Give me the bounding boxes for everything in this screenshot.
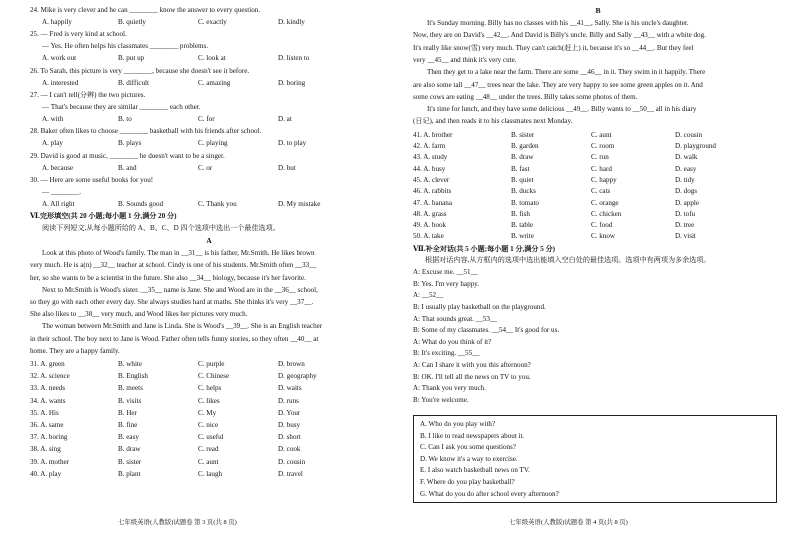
question-29: 29. David is good at music, ________ he doesn't want to be a singer.	[30, 151, 225, 160]
options-box	[413, 415, 777, 503]
question-27-opt-3: D. at	[278, 114, 292, 123]
question-30-opt-2: C. Thank you	[198, 199, 237, 208]
passage-a-line: The woman between Mr.Smith and Jane is Linda. She is Wood's __39__. She is an English teacher	[42, 322, 323, 331]
dialogue-line: A: Excuse me. __51__	[413, 268, 478, 277]
question-27-opt-2: C. for	[198, 114, 215, 123]
cloze-40-opt-1: B. plant	[118, 469, 141, 478]
passage-b-line: (日记), and then reads it to his classmates next Monday.	[413, 117, 573, 126]
cloze-39-opt-2: C. aunt	[198, 457, 219, 466]
passage-b-line: Now, they are on David's __42__. And David is Billy's uncle. Billy and Sally __43__ with a white dog.	[413, 31, 706, 40]
question-25-line2: — Yes. He often helps his classmates ________ problems.	[42, 42, 209, 51]
cloze-43-opt-1: B. draw	[511, 153, 534, 162]
passage-b-line: very __45__ and think it's very cute.	[413, 55, 517, 64]
dialogue-line: A: What do you think of it?	[413, 337, 492, 346]
cloze-48-opt-2: C. chicken	[591, 209, 622, 218]
option-c: C. Can I ask you some questions?	[420, 443, 516, 452]
passage-a-line: Next to Mr.Smith is Wood's sister. __35__ name is Jane. She and Wood are in the __36__ school,	[42, 285, 318, 294]
question-24-opt-1: B. quietly	[118, 18, 146, 26]
cloze-39-opt-1: B. sister	[118, 457, 142, 466]
cloze-34-opt-3: D. runs	[278, 396, 299, 405]
cloze-35-opt-3: D. Your	[278, 408, 301, 417]
cloze-50-opt-2: C. know	[591, 232, 616, 241]
question-28: 28. Baker often likes to choose ________ basketball with his friends after school.	[30, 127, 262, 136]
passage-a-line: home. They are a happy family.	[30, 346, 120, 355]
dialogue-line: B: It's exciting. __55__	[413, 349, 480, 358]
cloze-44-opt-2: C. hard	[591, 164, 612, 173]
question-29-opt-0: A. because	[42, 163, 74, 172]
dialogue-line: A: __52__	[413, 291, 444, 300]
cloze-42-opt-2: C. room	[591, 142, 615, 150]
cloze-40-opt-0: 40. A. play	[30, 469, 62, 478]
cloze-41-opt-3: D. cousin	[675, 130, 703, 139]
cloze-46-opt-1: B. ducks	[511, 187, 536, 196]
cloze-45-opt-0: 45. A. clever	[413, 175, 450, 184]
cloze-35-opt-1: B. Her	[118, 408, 137, 417]
cloze-39-opt-3: D. cousin	[278, 457, 306, 466]
passage-a-line: Look at this photo of Wood's family. The man in __31__ is his father, Mr.Smith. He likes brown	[42, 249, 315, 258]
question-24-opt-2: C. exactly	[198, 18, 227, 26]
cloze-46-opt-0: 46. A. rabbits	[413, 187, 452, 196]
cloze-36-opt-3: D. busy	[278, 420, 301, 429]
cloze-37-opt-0: 37. A. boring	[30, 433, 68, 442]
cloze-38-opt-2: C. read	[198, 445, 219, 454]
cloze-46-opt-2: C. cats	[591, 187, 611, 196]
cloze-34-opt-0: 34. A. wants	[30, 396, 66, 405]
cloze-32-opt-1: B. English	[118, 372, 148, 381]
question-26-opt-1: B. difficult	[118, 78, 150, 87]
option-a: A. Who do you play with?	[420, 420, 496, 428]
dialogue-line: B: Yes. I'm very happy.	[413, 279, 480, 288]
question-28-opt-2: C. playing	[198, 139, 228, 148]
cloze-33-opt-2: C. helps	[198, 384, 222, 393]
cloze-41-opt-1: B. sister	[511, 130, 535, 139]
question-26-opt-2: C. amazing	[198, 78, 231, 87]
question-28-opt-3: D. to play	[278, 139, 307, 148]
section-7-title: Ⅶ.补全对话(共 5 小题;每小题 1 分,满分 5 分)	[413, 244, 556, 253]
cloze-48-opt-0: 48. A. grass	[413, 209, 447, 218]
section-6-title: Ⅵ.完形填空(共 20 小题;每小题 1 分,满分 20 分)	[30, 212, 177, 221]
cloze-33-opt-3: D. waits	[278, 384, 302, 393]
cloze-35-opt-0: 35. A. His	[30, 408, 59, 417]
passage-b-line: It's Sunday morning. Billy has no classes with his __41__, Sally. She is his uncle's daughter.	[427, 19, 689, 27]
cloze-47-opt-1: B. tomato	[511, 198, 539, 207]
cloze-35-opt-2: C. My	[198, 408, 217, 417]
cloze-33-opt-1: B. meets	[118, 384, 143, 393]
option-b: B. I like to read newspapers about it.	[420, 431, 525, 440]
passage-a-line: in their school. The boy next to Jane is Wood. Father often tells funny stories, so they often __40__ at	[30, 334, 319, 343]
cloze-41-opt-0: 41. A. brother	[413, 130, 453, 139]
question-30-line2: — ________.	[42, 187, 82, 196]
passage-b-line: It's really like snow(雪) very much. They can't catch(赶上) it, because it's so __44__. But they feel	[413, 43, 694, 52]
cloze-49-opt-0: 49. A. book	[413, 221, 447, 230]
cloze-38-opt-3: D. cook	[278, 445, 301, 454]
cloze-45-opt-3: D. tidy	[675, 175, 695, 184]
passage-b-line: Then they get to a lake near the farm. There are some __46__ in it. They swim in it happily. There	[427, 68, 706, 77]
option-d: D. We know it's a way to exercise.	[420, 454, 518, 463]
passage-a-label: A	[206, 236, 212, 246]
cloze-32-opt-0: 32. A. science	[30, 372, 70, 381]
cloze-48-opt-1: B. fish	[511, 209, 530, 218]
dialogue-line: B: OK. I'll tell all the news on TV to you.	[413, 372, 531, 381]
option-e: E. I also watch basketball news on TV.	[420, 466, 530, 475]
question-29-opt-3: D. but	[278, 163, 296, 172]
question-24: 24. Mike is very clever and he can ________ know the answer to every question.	[30, 6, 261, 14]
option-g: G. What do you do after school every afternoon?	[420, 489, 559, 498]
cloze-40-opt-3: D. travel	[278, 469, 303, 478]
cloze-44-opt-0: 44. A. busy	[413, 164, 446, 173]
cloze-32-opt-2: C. Chinese	[198, 372, 230, 381]
cloze-34-opt-1: B. visits	[118, 396, 142, 405]
question-29-opt-1: B. and	[118, 163, 137, 172]
question-26: 26. To Sarah, this picture is very ________, because she doesn't see it before.	[30, 66, 250, 75]
section-7-instructions: 根据对话内容,从方框内的选项中选出能填入空白处的最佳选项。选项中有两项为多余选项。	[425, 256, 711, 265]
passage-b-line: are also some tall __47__ trees near the lake. They are very happy to see some green apples on it. And	[413, 80, 703, 89]
cloze-37-opt-2: C. useful	[198, 433, 224, 442]
cloze-44-opt-3: D. easy	[675, 164, 697, 173]
dialogue-line: A: Can I share it with you this afternoon?	[413, 361, 531, 369]
cloze-39-opt-0: 39. A. mother	[30, 457, 70, 466]
cloze-31-opt-1: B. white	[118, 359, 143, 368]
question-28-opt-1: B. plays	[118, 139, 142, 148]
cloze-49-opt-1: B. table	[511, 221, 534, 230]
question-27-opt-1: B. to	[118, 114, 132, 123]
left-footer: 七年级英语(人教版)试题卷 第 3 页(共 8 页)	[118, 519, 237, 526]
cloze-41-opt-2: C. aunt	[591, 130, 612, 139]
dialogue-line: B: Some of my classmates. __54__ It's good for us.	[413, 326, 560, 335]
question-26-opt-0: A. interested	[42, 78, 79, 87]
passage-a-line: her, so she wants to be a scientist in the future. She also __34__ biology, because it's her favorite.	[30, 273, 306, 282]
cloze-42-opt-1: B. garden	[511, 142, 539, 150]
section-6-instructions: 阅读下列短文,从每小题所给的 A、B、C、D 四个选项中选出一个最佳选项。	[42, 224, 280, 233]
dialogue-line: B: I usually play basketball on the playground.	[413, 303, 546, 311]
cloze-37-opt-1: B. easy	[118, 433, 139, 442]
question-24-opt-0: A. happily	[42, 18, 72, 26]
cloze-44-opt-1: B. fast	[511, 164, 530, 173]
question-29-opt-2: C. or	[198, 163, 213, 172]
question-27-opt-0: A. with	[42, 114, 64, 123]
cloze-31-opt-2: C. purple	[198, 359, 225, 368]
cloze-37-opt-3: D. short	[278, 433, 301, 442]
cloze-48-opt-3: D. tofu	[675, 209, 696, 218]
cloze-38-opt-0: 38. A. sing	[30, 445, 61, 454]
cloze-36-opt-1: B. fine	[118, 420, 138, 429]
option-f: F. Where do you play basketball?	[420, 478, 515, 486]
question-30-opt-0: A. All right	[42, 199, 75, 208]
cloze-49-opt-3: D. tree	[675, 221, 695, 230]
cloze-43-opt-3: D. walk	[675, 153, 698, 162]
question-26-opt-3: D. boring	[278, 78, 306, 87]
question-27-line2: — That's because they are similar ________ each other.	[42, 102, 201, 111]
cloze-36-opt-2: C. nice	[198, 420, 219, 429]
passage-a-line: She also likes to __38__ very much, and Wood likes her pictures very much.	[30, 310, 248, 319]
question-30-opt-3: D. My mistake	[278, 199, 321, 208]
cloze-33-opt-0: 33. A. needs	[30, 384, 66, 393]
cloze-34-opt-2: C. likes	[198, 396, 220, 405]
question-30: 30. — Here are some useful books for you!	[30, 175, 154, 184]
cloze-45-opt-1: B. quiet	[511, 175, 534, 184]
passage-b-line: some cows are eating __48__ under the trees. Billy takes some photos of them.	[413, 92, 638, 101]
question-25-opt-2: C. look at	[198, 54, 226, 63]
cloze-42-opt-0: 42. A. farm	[413, 142, 446, 150]
question-25-opt-3: D. listen to	[278, 54, 310, 63]
cloze-50-opt-0: 50. A. take	[413, 232, 444, 241]
cloze-46-opt-3: D. dogs	[675, 187, 698, 196]
dialogue-line: A: Thank you very much.	[413, 384, 486, 393]
cloze-31-opt-0: 31. A. green	[30, 359, 65, 368]
cloze-36-opt-0: 36. A. same	[30, 420, 64, 429]
passage-a-line: very much. He is a(n) __32__ teacher at school. Cindy is one of his students. Mr.Smith often __33__	[30, 261, 317, 270]
passage-b-line: It's time for lunch, and they have some delicious __49__. Billy wants to __50__ all in his diary	[427, 105, 697, 114]
cloze-38-opt-1: B. draw	[118, 445, 141, 454]
question-25: 25. — Fred is very kind at school.	[30, 30, 127, 39]
cloze-50-opt-1: B. write	[511, 232, 534, 241]
cloze-31-opt-3: D. brown	[278, 359, 305, 368]
question-25-opt-1: B. put up	[118, 54, 145, 63]
question-28-opt-0: A. play	[42, 139, 63, 148]
cloze-43-opt-2: C. run	[591, 153, 609, 162]
right-footer: 七年级英语(人教版)试题卷 第 4 页(共 8 页)	[509, 519, 628, 526]
question-27: 27. — I can't tell(分辨) the two pictures.	[30, 90, 146, 99]
passage-b-label: B	[595, 6, 601, 15]
dialogue-line: B: You're welcome.	[413, 395, 469, 404]
passage-a-line: so they go with each other every day. She always studies hard at maths. She thinks it's very __37__.	[30, 297, 314, 306]
cloze-32-opt-3: D. geography	[278, 372, 317, 381]
question-25-opt-0: A. work out	[42, 54, 77, 63]
cloze-50-opt-3: D. visit	[675, 232, 696, 241]
cloze-49-opt-2: C. food	[591, 221, 613, 230]
dialogue-line: A: That sounds great. __53__	[413, 314, 497, 323]
cloze-43-opt-0: 43. A. study	[413, 153, 448, 162]
cloze-47-opt-0: 47. A. banana	[413, 198, 453, 207]
question-24-opt-3: D. kindly	[278, 18, 305, 26]
question-30-opt-1: B. Sounds good	[118, 199, 164, 208]
cloze-45-opt-2: C. happy	[591, 175, 617, 184]
cloze-47-opt-2: C. orange	[591, 198, 619, 207]
cloze-42-opt-3: D. playground	[675, 142, 716, 150]
cloze-40-opt-2: C. laugh	[198, 469, 223, 478]
cloze-47-opt-3: D. apple	[675, 198, 700, 207]
